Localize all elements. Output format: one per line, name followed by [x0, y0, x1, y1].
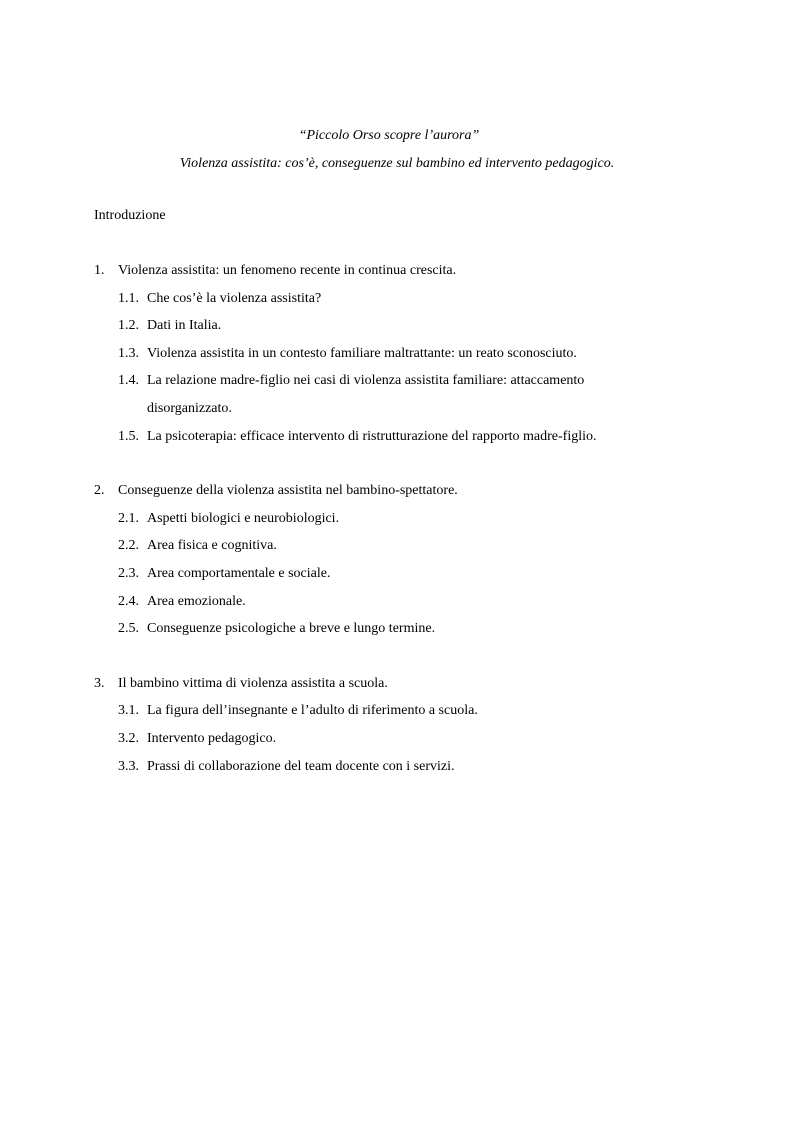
item-number: 2.1. — [118, 510, 139, 526]
item-label: Aspetti biologici e neurobiologici. — [147, 510, 340, 526]
item-label: La psicoterapia: efficace intervento di ristrutturazione del rapporto madre-figlio. — [147, 428, 597, 444]
toc-item — [94, 564, 694, 592]
toc-item — [94, 729, 694, 757]
item-label: Dati in Italia. — [147, 318, 222, 334]
item-label: La relazione madre-figlio nei casi di violenza assistita familiare: attaccamento disorganizzato. — [147, 373, 585, 416]
item-label: Che cos’è la violenza assistita? — [147, 290, 322, 306]
toc-section-heading — [94, 261, 694, 289]
item-label: Violenza assistita in un contesto familiare maltrattante: un reato sconosciuto. — [147, 345, 577, 361]
item-number: 3.2. — [118, 730, 139, 746]
toc-item — [94, 619, 694, 647]
item-label: Conseguenze psicologiche a breve e lungo termine. — [147, 621, 436, 637]
item-number: 2.5. — [118, 621, 139, 637]
toc-section-3 — [94, 674, 694, 784]
toc-introduction: Introduzione — [94, 208, 166, 223]
item-number: 3.3. — [118, 758, 139, 774]
item-number: 1.2. — [118, 318, 139, 334]
toc-item — [94, 371, 694, 426]
item-number: 1.4. — [118, 373, 139, 389]
section-number: 3. — [94, 675, 105, 691]
section-label: Violenza assistita: un fenomeno recente in continua crescita. — [118, 263, 457, 278]
item-label: Area emozionale. — [147, 593, 246, 609]
item-label: Area fisica e cognitiva. — [147, 538, 277, 554]
toc-item — [94, 316, 694, 344]
toc-item — [94, 427, 694, 455]
toc-item — [94, 592, 694, 620]
item-label: Area comportamentale e sociale. — [147, 565, 331, 581]
item-number: 2.4. — [118, 593, 139, 609]
item-number: 1.5. — [118, 428, 139, 444]
document-title: “Piccolo Orso scopre l’aurora” — [298, 128, 480, 143]
toc-item — [94, 701, 694, 729]
item-number: 2.3. — [118, 565, 139, 581]
section-label: Il bambino vittima di violenza assistita a scuola. — [118, 675, 388, 691]
section-number: 1. — [94, 263, 105, 278]
section-label: Conseguenze della violenza assistita nel bambino-spettatore. — [118, 483, 458, 499]
title-block — [0, 122, 794, 178]
item-label: La figura dell’insegnante e l’adulto di riferimento a scuola. — [147, 703, 478, 719]
toc-section-2 — [94, 481, 694, 647]
toc-item — [94, 289, 694, 317]
toc-section-1 — [94, 261, 694, 454]
toc-section-heading — [94, 481, 694, 509]
item-number: 1.1. — [118, 290, 139, 306]
item-number: 3.1. — [118, 703, 139, 719]
section-number: 2. — [94, 483, 105, 499]
item-number: 2.2. — [118, 538, 139, 554]
item-label: Intervento pedagogico. — [147, 730, 277, 746]
item-number: 1.3. — [118, 345, 139, 361]
table-of-contents — [94, 261, 694, 811]
toc-item — [94, 757, 694, 785]
toc-item — [94, 509, 694, 537]
toc-item — [94, 536, 694, 564]
toc-section-heading — [94, 674, 694, 702]
item-label: Prassi di collaborazione del team docente con i servizi. — [147, 758, 455, 774]
document-subtitle: Violenza assistita: cos’è, conseguenze sul bambino ed intervento pedagogico. — [179, 156, 615, 171]
